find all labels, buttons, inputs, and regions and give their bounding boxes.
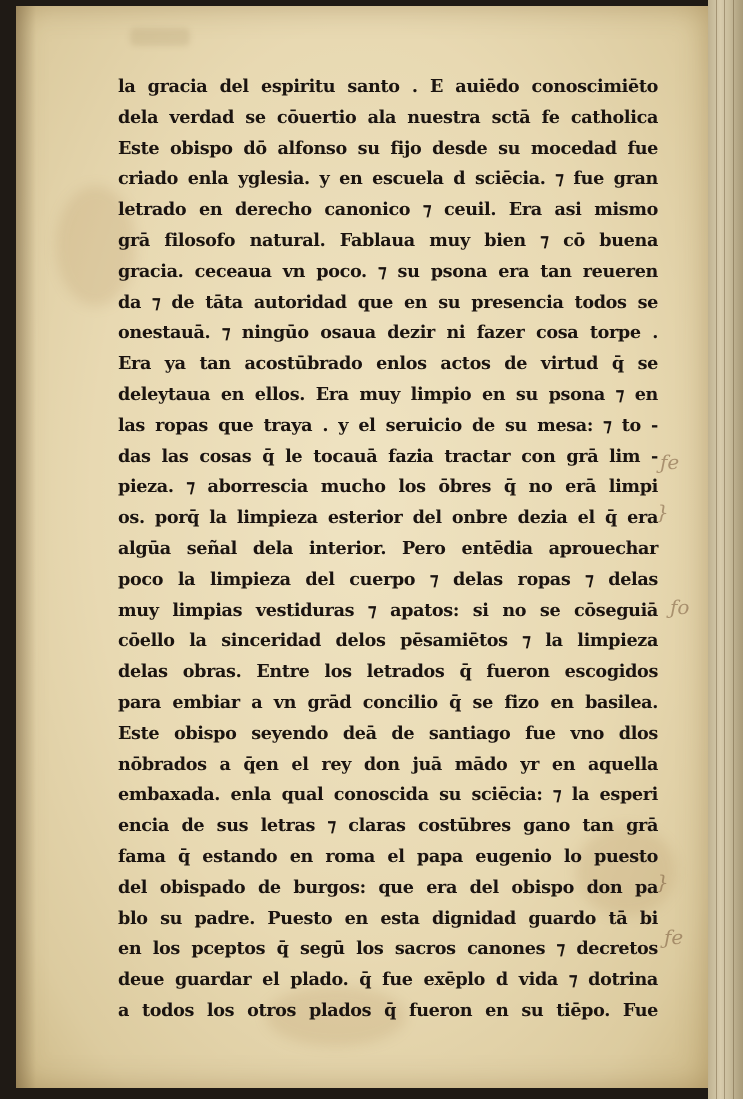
- text-line: blo su padre. Puesto en esta dignidad guardo tā bi: [118, 907, 658, 929]
- text-line: delas obras. Entre los letrados q̄ fueron escogidos: [118, 661, 658, 683]
- text-line: os. porq̄ la limpieza esterior del onbre dezia el q̄ era: [118, 507, 658, 529]
- text-line: nōbrados a q̄en el rey don juā mādo yr en aquella: [118, 753, 658, 775]
- text-line: del obispado de burgos: que era del obispo don pa: [118, 876, 658, 898]
- margin-note: }: [656, 870, 669, 894]
- page-edge-line: [716, 0, 717, 1099]
- margin-note: ƒe: [664, 925, 684, 949]
- text-line: la gracia del espiritu santo . E auiēdo conoscimiēto: [118, 76, 658, 97]
- text-line: da ⁊ de tāta autoridad que en su presencia todos se: [118, 291, 658, 313]
- text-line: criado enla yglesia. y en escuela d sciēcia. ⁊ fue gran: [118, 168, 658, 190]
- text-line: muy limpias vestiduras ⁊ apatos: si no se cōseguiā: [118, 599, 658, 621]
- ink-bleed-mark: [130, 28, 190, 46]
- text-line: algūa señal dela interior. Pero entēdia aprouechar: [118, 537, 658, 559]
- text-line: dela verdad se cōuertio ala nuestra sctā fe catholica: [118, 106, 658, 128]
- text-line: letrado en derecho canonico ⁊ ceuil. Era asi mismo: [118, 199, 658, 221]
- text-line: fama q̄ estando en roma el papa eugenio lo puesto: [118, 845, 658, 867]
- text-line: Este obispo seyendo deā de santiago fue vno dlos: [118, 722, 658, 744]
- text-line: a todos los otros plados q̄ fueron en su tiēpo. Fue: [118, 999, 658, 1021]
- text-line: onestauā. ⁊ ningūo osaua dezir ni fazer cosa torpe .: [118, 322, 658, 344]
- printed-text-block: [118, 72, 658, 1027]
- margin-note: }: [656, 500, 669, 524]
- text-line: encia de sus letras ⁊ claras costūbres gano tan grā: [118, 815, 658, 837]
- page-edge-line: [733, 0, 734, 1099]
- text-line: deue guardar el plado. q̄ fue exēplo d vida ⁊ dotrina: [118, 969, 658, 991]
- margin-annotations: [650, 440, 690, 960]
- text-line: embaxada. enla qual conoscida su sciēcia: ⁊ la esperi: [118, 784, 658, 806]
- text-line: das las cosas q̄ le tocauā fazia tractar con grā lim -: [118, 445, 658, 467]
- text-line: Este obispo dō alfonso su fijo desde su mocedad fue: [118, 137, 658, 159]
- page-edge-line: [724, 0, 725, 1099]
- margin-note: ƒo: [670, 595, 690, 619]
- gutter-shadow: [16, 6, 36, 1088]
- text-line: en los pceptos q̄ segū los sacros canones ⁊ decretos: [118, 938, 658, 960]
- text-line: las ropas que traya . y el seruicio de su mesa: ⁊ to -: [118, 414, 658, 436]
- text-line: poco la limpieza del cuerpo ⁊ delas ropas ⁊ delas: [118, 568, 658, 590]
- text-line: para embiar a vn grād concilio q̄ se fizo en basilea.: [118, 691, 658, 713]
- margin-note: ƒe: [660, 450, 680, 474]
- text-line: deleytaua en ellos. Era muy limpio en su psona ⁊ en: [118, 383, 658, 405]
- text-line: gracia. ceceaua vn poco. ⁊ su psona era tan reueren: [118, 260, 658, 282]
- text-line: grā filosofo natural. Fablaua muy bien ⁊ cō buena: [118, 229, 658, 251]
- text-line: Era ya tan acostūbrado enlos actos de virtud q̄ se: [118, 353, 658, 375]
- text-line: cōello la sinceridad delos pēsamiētos ⁊ la limpieza: [118, 630, 658, 652]
- text-line: pieza. ⁊ aborrescia mucho los ōbres q̄ no erā limpi: [118, 476, 658, 498]
- right-page-edge: [708, 0, 743, 1099]
